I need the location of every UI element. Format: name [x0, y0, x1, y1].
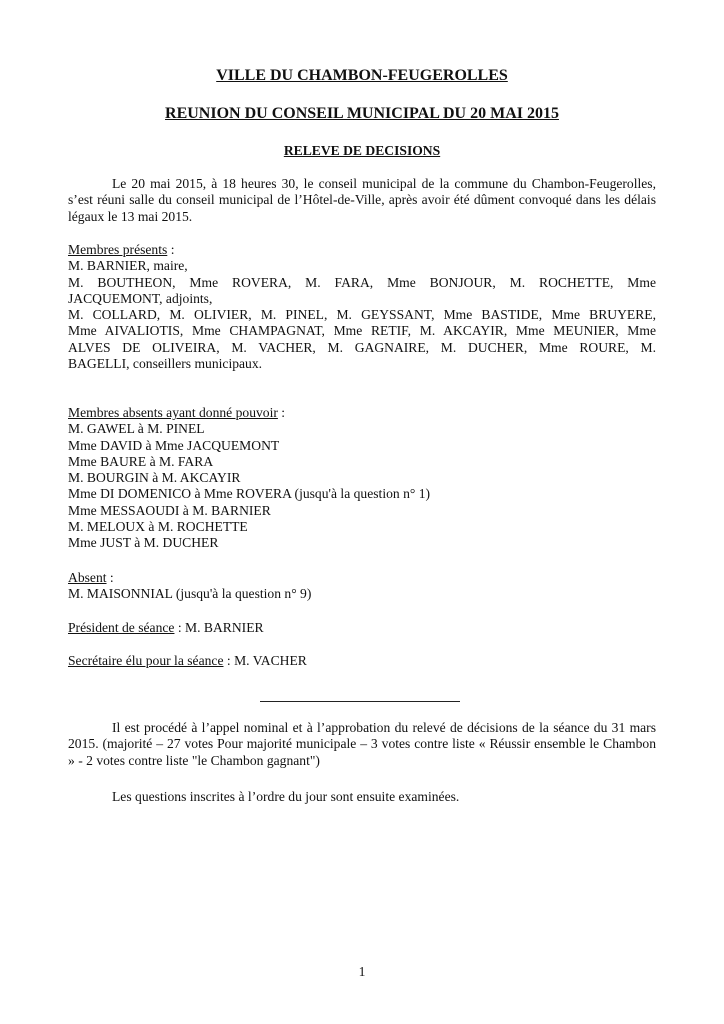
page-number: 1 — [358, 964, 366, 979]
secretary-label: Secrétaire élu pour la séance — [68, 653, 224, 668]
secretary-value: M. VACHER — [234, 653, 307, 668]
president-value: M. BARNIER — [185, 620, 264, 635]
president-label: Président de séance — [68, 620, 175, 635]
secretary-line: Secrétaire élu pour la séance : M. VACHER — [68, 653, 307, 668]
present-members-section — [68, 242, 656, 372]
proxy-line: M. MELOUX à M. ROCHETTE — [68, 519, 248, 535]
approval-paragraph: Il est procédé à l’appel nominal et à l’approbation du relevé de décisions de la séance du 31 mars 2015. (majorité – 27 votes Pour majorité municipale – 3 votes contre liste « Réussir ensemble le Chambon » - 2 votes contre liste "le Chambon gagnant") — [68, 720, 656, 768]
absent-section — [68, 570, 656, 603]
present-line: M. COLLARD, M. OLIVIER, M. PINEL, M. GEYSSANT, Mme BASTIDE, Mme BRUYERE, — [68, 307, 656, 323]
present-line: JACQUEMONT, adjoints, — [68, 290, 213, 306]
proxies-heading: Membres absents ayant donné pouvoir : — [68, 405, 286, 420]
proxy-line: Mme BAURE à M. FARA — [68, 453, 214, 469]
present-line: BAGELLI, conseillers municipaux. — [68, 356, 263, 372]
proxy-line: M. BOURGIN à M. AKCAYIR — [68, 470, 241, 486]
meeting-title: REUNION DU CONSEIL MUNICIPAL DU 20 MAI 2015 — [165, 105, 559, 122]
present-line: ALVES DE OLIVEIRA, M. VACHER, M. GAGNAIRE, M. DUCHER, Mme ROURE, M. — [68, 339, 656, 355]
proxy-line: Mme MESSAOUDI à M. BARNIER — [68, 502, 271, 518]
proxy-line: M. GAWEL à M. PINEL — [68, 421, 205, 437]
closing-paragraph: Les questions inscrites à l’ordre du jour sont ensuite examinées. — [112, 789, 460, 804]
intro-paragraph: Le 20 mai 2015, à 18 heures 30, le conseil municipal de la commune du Chambon-Feugerolles, s’est réuni salle du conseil municipal de l’Hôtel-de-Ville, après avoir été dûment convoqué dans les délais légaux le 13 mai 2015. — [68, 176, 656, 224]
proxy-line: Mme DAVID à Mme JACQUEMONT — [68, 437, 280, 453]
separator-rule — [260, 701, 460, 702]
absent-heading: Absent : — [68, 570, 114, 585]
proxy-line: Mme DI DOMENICO à Mme ROVERA (jusqu'à la question n° 1) — [68, 486, 431, 502]
city-title: VILLE DU CHAMBON-FEUGEROLLES — [216, 67, 508, 84]
present-members-heading: Membres présents : — [68, 242, 175, 257]
proxies-section — [68, 405, 656, 552]
absent-line: M. MAISONNIAL (jusqu'à la question n° 9) — [68, 586, 312, 602]
proxy-line: Mme JUST à M. DUCHER — [68, 535, 219, 551]
present-line: M. BOUTHEON, Mme ROVERA, M. FARA, Mme BONJOUR, M. ROCHETTE, Mme — [68, 274, 656, 290]
president-line: Président de séance : M. BARNIER — [68, 620, 264, 635]
present-line: Mme AIVALIOTIS, Mme CHAMPAGNAT, Mme RETIF, M. AKCAYIR, Mme MEUNIER, Mme — [68, 323, 656, 339]
present-line: M. BARNIER, maire, — [68, 258, 188, 274]
decisions-subtitle: RELEVE DE DECISIONS — [283, 143, 441, 158]
